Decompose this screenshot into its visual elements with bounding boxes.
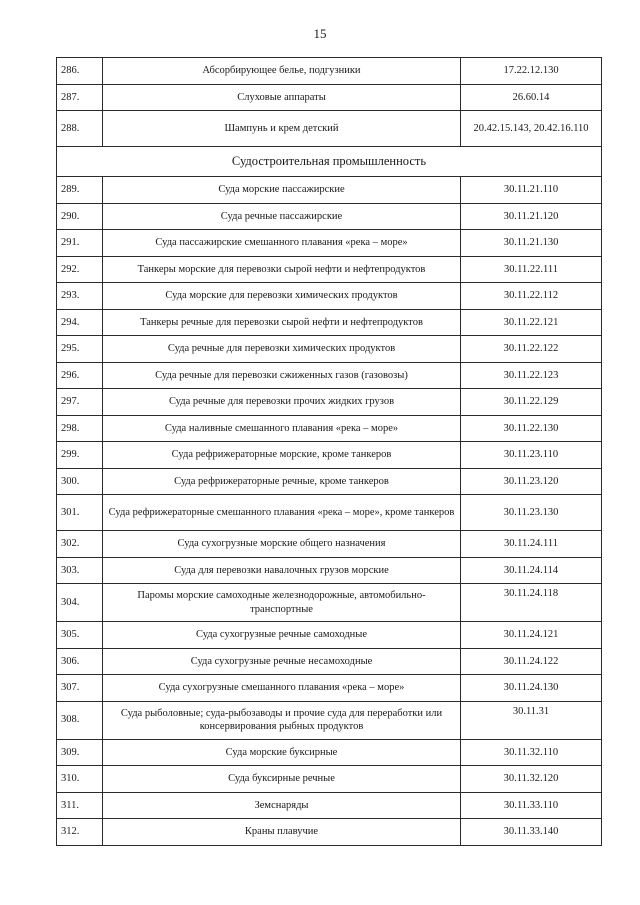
table-row xyxy=(57,58,602,85)
okpd-code: 30.11.22.112 xyxy=(461,283,602,310)
row-number: 292. xyxy=(57,256,103,283)
table-row xyxy=(57,309,602,336)
table-row xyxy=(57,468,602,495)
okpd-code: 17.22.12.130 xyxy=(461,58,602,85)
okpd-code: 30.11.24.122 xyxy=(461,648,602,675)
okpd-code: 30.11.23.110 xyxy=(461,442,602,469)
table-row xyxy=(57,739,602,766)
product-name: Суда рефрижераторные морские, кроме танкеров xyxy=(103,442,461,469)
row-number: 307. xyxy=(57,675,103,702)
row-number: 301. xyxy=(57,495,103,531)
table-row xyxy=(57,230,602,257)
product-name: Слуховые аппараты xyxy=(103,84,461,111)
okpd-code: 30.11.22.122 xyxy=(461,336,602,363)
table-row xyxy=(57,111,602,147)
okpd-code: 30.11.22.121 xyxy=(461,309,602,336)
okpd-code: 30.11.24.114 xyxy=(461,557,602,584)
product-name: Суда сухогрузные смешанного плавания «река – море» xyxy=(103,675,461,702)
row-number: 305. xyxy=(57,622,103,649)
section-title: Судостроительная промышленность xyxy=(57,147,602,177)
row-number: 308. xyxy=(57,701,103,739)
row-number: 312. xyxy=(57,819,103,846)
row-number: 299. xyxy=(57,442,103,469)
okpd-code: 30.11.33.110 xyxy=(461,792,602,819)
product-name: Суда морские пассажирские xyxy=(103,177,461,204)
row-number: 297. xyxy=(57,389,103,416)
row-number: 304. xyxy=(57,584,103,622)
okpd-code: 30.11.33.140 xyxy=(461,819,602,846)
okpd-code: 30.11.22.130 xyxy=(461,415,602,442)
okpd-code: 30.11.24.121 xyxy=(461,622,602,649)
table-row xyxy=(57,256,602,283)
row-number: 290. xyxy=(57,203,103,230)
product-name: Суда пассажирские смешанного плавания «река – море» xyxy=(103,230,461,257)
okpd-code: 30.11.24.118 xyxy=(461,584,602,622)
row-number: 291. xyxy=(57,230,103,257)
table-row xyxy=(57,283,602,310)
product-name: Суда речные для перевозки химических продуктов xyxy=(103,336,461,363)
product-name: Суда буксирные речные xyxy=(103,766,461,793)
product-name: Суда морские для перевозки химических продуктов xyxy=(103,283,461,310)
product-name: Суда рыболовные; суда-рыбозаводы и прочие суда для переработки или консервирования рыбных продуктов xyxy=(103,701,461,739)
okpd-code: 30.11.22.129 xyxy=(461,389,602,416)
row-number: 303. xyxy=(57,557,103,584)
row-number: 289. xyxy=(57,177,103,204)
page-number: 15 xyxy=(313,26,327,41)
table-body-bottom xyxy=(57,177,602,846)
product-name: Суда речные пассажирские xyxy=(103,203,461,230)
okpd-code: 30.11.32.110 xyxy=(461,739,602,766)
okpd-code: 30.11.22.123 xyxy=(461,362,602,389)
product-name: Краны плавучие xyxy=(103,819,461,846)
product-name: Суда рефрижераторные речные, кроме танкеров xyxy=(103,468,461,495)
okpd-code: 30.11.21.130 xyxy=(461,230,602,257)
table-row xyxy=(57,557,602,584)
table-row xyxy=(57,177,602,204)
table-row xyxy=(57,84,602,111)
okpd-code: 30.11.23.120 xyxy=(461,468,602,495)
table-row xyxy=(57,336,602,363)
row-number: 300. xyxy=(57,468,103,495)
product-name: Суда морские буксирные xyxy=(103,739,461,766)
okpd-code: 30.11.23.130 xyxy=(461,495,602,531)
table-body-top xyxy=(57,58,602,147)
table-row xyxy=(57,701,602,739)
table-row xyxy=(57,389,602,416)
table-row xyxy=(57,766,602,793)
okpd-code: 30.11.31 xyxy=(461,701,602,739)
product-name: Танкеры речные для перевозки сырой нефти и нефтепродуктов xyxy=(103,309,461,336)
product-name: Суда речные для перевозки прочих жидких грузов xyxy=(103,389,461,416)
product-name: Суда для перевозки навалочных грузов морские xyxy=(103,557,461,584)
table-row xyxy=(57,531,602,558)
row-number: 295. xyxy=(57,336,103,363)
product-name: Суда речные для перевозки сжиженных газов (газовозы) xyxy=(103,362,461,389)
product-name: Суда сухогрузные речные несамоходные xyxy=(103,648,461,675)
table-row xyxy=(57,675,602,702)
row-number: 298. xyxy=(57,415,103,442)
product-name: Абсорбирующее белье, подгузники xyxy=(103,58,461,85)
okpd-code: 20.42.15.143, 20.42.16.110 xyxy=(461,111,602,147)
okpd-code: 30.11.21.110 xyxy=(461,177,602,204)
row-number: 311. xyxy=(57,792,103,819)
table-row xyxy=(57,495,602,531)
okpd-code: 30.11.22.111 xyxy=(461,256,602,283)
row-number: 310. xyxy=(57,766,103,793)
section-header-row xyxy=(57,147,602,177)
okpd-code: 30.11.24.111 xyxy=(461,531,602,558)
row-number: 302. xyxy=(57,531,103,558)
table-row xyxy=(57,622,602,649)
row-number: 288. xyxy=(57,111,103,147)
table-row xyxy=(57,584,602,622)
product-table xyxy=(56,57,602,846)
row-number: 309. xyxy=(57,739,103,766)
okpd-code: 26.60.14 xyxy=(461,84,602,111)
okpd-code: 30.11.24.130 xyxy=(461,675,602,702)
row-number: 294. xyxy=(57,309,103,336)
row-number: 287. xyxy=(57,84,103,111)
table-row xyxy=(57,362,602,389)
product-name: Суда наливные смешанного плавания «река – море» xyxy=(103,415,461,442)
table-row xyxy=(57,819,602,846)
table-row xyxy=(57,203,602,230)
product-name: Шампунь и крем детский xyxy=(103,111,461,147)
row-number: 293. xyxy=(57,283,103,310)
table-row xyxy=(57,792,602,819)
product-name: Земснаряды xyxy=(103,792,461,819)
row-number: 306. xyxy=(57,648,103,675)
row-number: 296. xyxy=(57,362,103,389)
table-row xyxy=(57,415,602,442)
product-name: Суда сухогрузные речные самоходные xyxy=(103,622,461,649)
okpd-code: 30.11.21.120 xyxy=(461,203,602,230)
row-number: 286. xyxy=(57,58,103,85)
product-name: Суда рефрижераторные смешанного плавания «река – море», кроме танкеров xyxy=(103,495,461,531)
product-name: Танкеры морские для перевозки сырой нефти и нефтепродуктов xyxy=(103,256,461,283)
product-name: Паромы морские самоходные железнодорожные, автомобильно-транспортные xyxy=(103,584,461,622)
product-name: Суда сухогрузные морские общего назначения xyxy=(103,531,461,558)
table-row xyxy=(57,648,602,675)
table-row xyxy=(57,442,602,469)
section-header-body xyxy=(57,147,602,177)
okpd-code: 30.11.32.120 xyxy=(461,766,602,793)
